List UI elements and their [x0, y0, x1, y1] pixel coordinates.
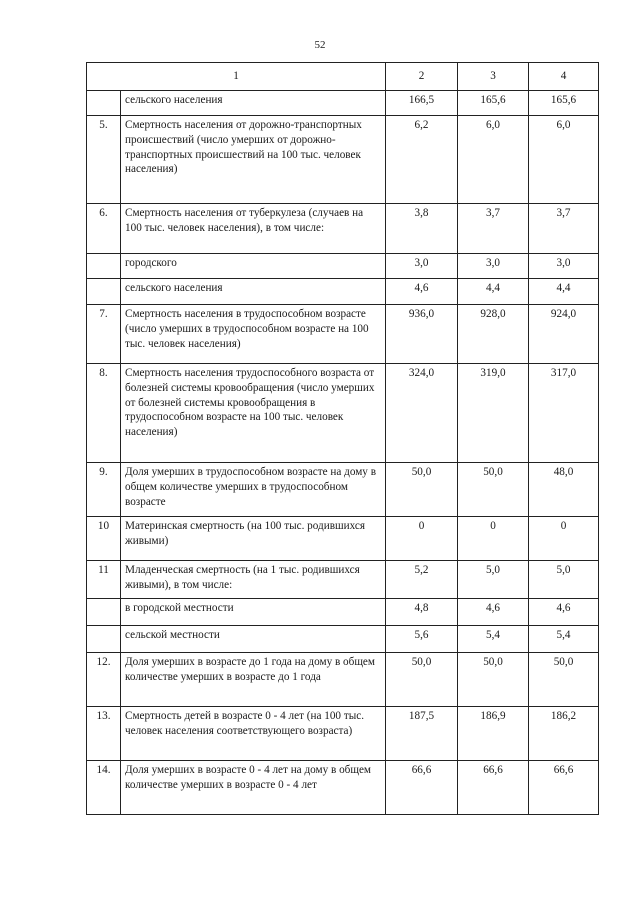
row-number: [87, 626, 121, 653]
row-indicator: Материнская смертность (на 100 тыс. родившихся живыми): [121, 517, 386, 561]
header-cell-4: 4: [529, 63, 599, 91]
row-number: [87, 599, 121, 626]
row-number: [87, 254, 121, 279]
row-value-col4: 317,0: [529, 364, 599, 463]
row-indicator: в городской местности: [121, 599, 386, 626]
row-indicator: Смертность населения в трудоспособном возрасте (число умерших в трудоспособном возрасте на 100 тыс. человек населения): [121, 305, 386, 364]
row-indicator: Младенческая смертность (на 1 тыс. родившихся живыми), в том числе:: [121, 561, 386, 599]
table-row: [87, 517, 599, 561]
row-number: [87, 279, 121, 305]
table-row: [87, 204, 599, 254]
row-value-col2: 166,5: [386, 91, 458, 116]
row-value-col4: 66,6: [529, 761, 599, 815]
table-row: [87, 305, 599, 364]
row-indicator: Смертность детей в возрасте 0 - 4 лет (на 100 тыс. человек населения соответствующего возраста): [121, 707, 386, 761]
row-value-col3: 5,4: [458, 626, 529, 653]
row-value-col2: 5,2: [386, 561, 458, 599]
row-value-col2: 0: [386, 517, 458, 561]
row-value-col3: 4,4: [458, 279, 529, 305]
row-value-col4: 6,0: [529, 116, 599, 204]
row-indicator: городского: [121, 254, 386, 279]
table-row: [87, 561, 599, 599]
row-number: 9.: [87, 463, 121, 517]
row-value-col3: 5,0: [458, 561, 529, 599]
table-row: [87, 463, 599, 517]
row-number: 11: [87, 561, 121, 599]
row-value-col3: 3,7: [458, 204, 529, 254]
row-value-col2: 6,2: [386, 116, 458, 204]
row-value-col3: 66,6: [458, 761, 529, 815]
row-value-col2: 4,8: [386, 599, 458, 626]
row-value-col3: 928,0: [458, 305, 529, 364]
row-value-col3: 0: [458, 517, 529, 561]
row-value-col3: 4,6: [458, 599, 529, 626]
row-indicator: Смертность населения трудоспособного возраста от болезней системы кровообращения (число умерших от болезней системы кровообращения в трудоспособном возрасте на 100 тыс. человек населения): [121, 364, 386, 463]
row-number: [87, 91, 121, 116]
row-indicator: Смертность населения от туберкулеза (случаев на 100 тыс. человек населения), в том числе:: [121, 204, 386, 254]
row-value-col4: 924,0: [529, 305, 599, 364]
row-indicator: сельской местности: [121, 626, 386, 653]
row-indicator: сельского населения: [121, 279, 386, 305]
row-value-col4: 5,0: [529, 561, 599, 599]
row-value-col4: 0: [529, 517, 599, 561]
row-value-col3: 50,0: [458, 463, 529, 517]
header-cell-3: 3: [458, 63, 529, 91]
row-value-col4: 4,4: [529, 279, 599, 305]
header-cell-2: 2: [386, 63, 458, 91]
row-value-col2: 50,0: [386, 653, 458, 707]
row-value-col2: 324,0: [386, 364, 458, 463]
row-indicator: сельского населения: [121, 91, 386, 116]
row-value-col2: 3,0: [386, 254, 458, 279]
row-value-col3: 50,0: [458, 653, 529, 707]
row-value-col2: 66,6: [386, 761, 458, 815]
row-number: 14.: [87, 761, 121, 815]
header-cell-1: 1: [87, 63, 386, 91]
row-value-col2: 936,0: [386, 305, 458, 364]
row-number: 13.: [87, 707, 121, 761]
row-value-col4: 50,0: [529, 653, 599, 707]
row-number: 8.: [87, 364, 121, 463]
page-number: 52: [314, 39, 326, 51]
row-value-col2: 4,6: [386, 279, 458, 305]
row-value-col2: 187,5: [386, 707, 458, 761]
table-row: [87, 599, 599, 626]
row-number: 12.: [87, 653, 121, 707]
row-value-col2: 50,0: [386, 463, 458, 517]
table-row: [87, 116, 599, 204]
row-number: 5.: [87, 116, 121, 204]
row-indicator: Доля умерших в трудоспособном возрасте на дому в общем количестве умерших в трудоспособном возрасте: [121, 463, 386, 517]
table-row: [87, 626, 599, 653]
row-value-col4: 4,6: [529, 599, 599, 626]
row-number: 6.: [87, 204, 121, 254]
table-row: [87, 254, 599, 279]
row-indicator: Доля умерших в возрасте до 1 года на дому в общем количестве умерших в возрасте до 1 года: [121, 653, 386, 707]
row-indicator: Смертность населения от дорожно-транспортных происшествий (число умерших от дорожно-транспортных происшествий на 100 тыс. человек населения): [121, 116, 386, 204]
indicators-table: [86, 62, 599, 815]
table-row: [87, 279, 599, 305]
row-value-col2: 3,8: [386, 204, 458, 254]
row-value-col3: 3,0: [458, 254, 529, 279]
row-value-col4: 5,4: [529, 626, 599, 653]
row-indicator: Доля умерших в возрасте 0 - 4 лет на дому в общем количестве умерших в возрасте 0 - 4 лет: [121, 761, 386, 815]
row-number: 10: [87, 517, 121, 561]
row-value-col3: 6,0: [458, 116, 529, 204]
row-value-col4: 186,2: [529, 707, 599, 761]
table-row: [87, 91, 599, 116]
row-value-col4: 3,0: [529, 254, 599, 279]
row-value-col4: 3,7: [529, 204, 599, 254]
row-value-col3: 319,0: [458, 364, 529, 463]
table-row: [87, 761, 599, 815]
table-header-row: [87, 63, 599, 91]
row-number: 7.: [87, 305, 121, 364]
row-value-col2: 5,6: [386, 626, 458, 653]
row-value-col3: 165,6: [458, 91, 529, 116]
row-value-col4: 48,0: [529, 463, 599, 517]
row-value-col4: 165,6: [529, 91, 599, 116]
table-row: [87, 653, 599, 707]
table-row: [87, 364, 599, 463]
table-row: [87, 707, 599, 761]
row-value-col3: 186,9: [458, 707, 529, 761]
